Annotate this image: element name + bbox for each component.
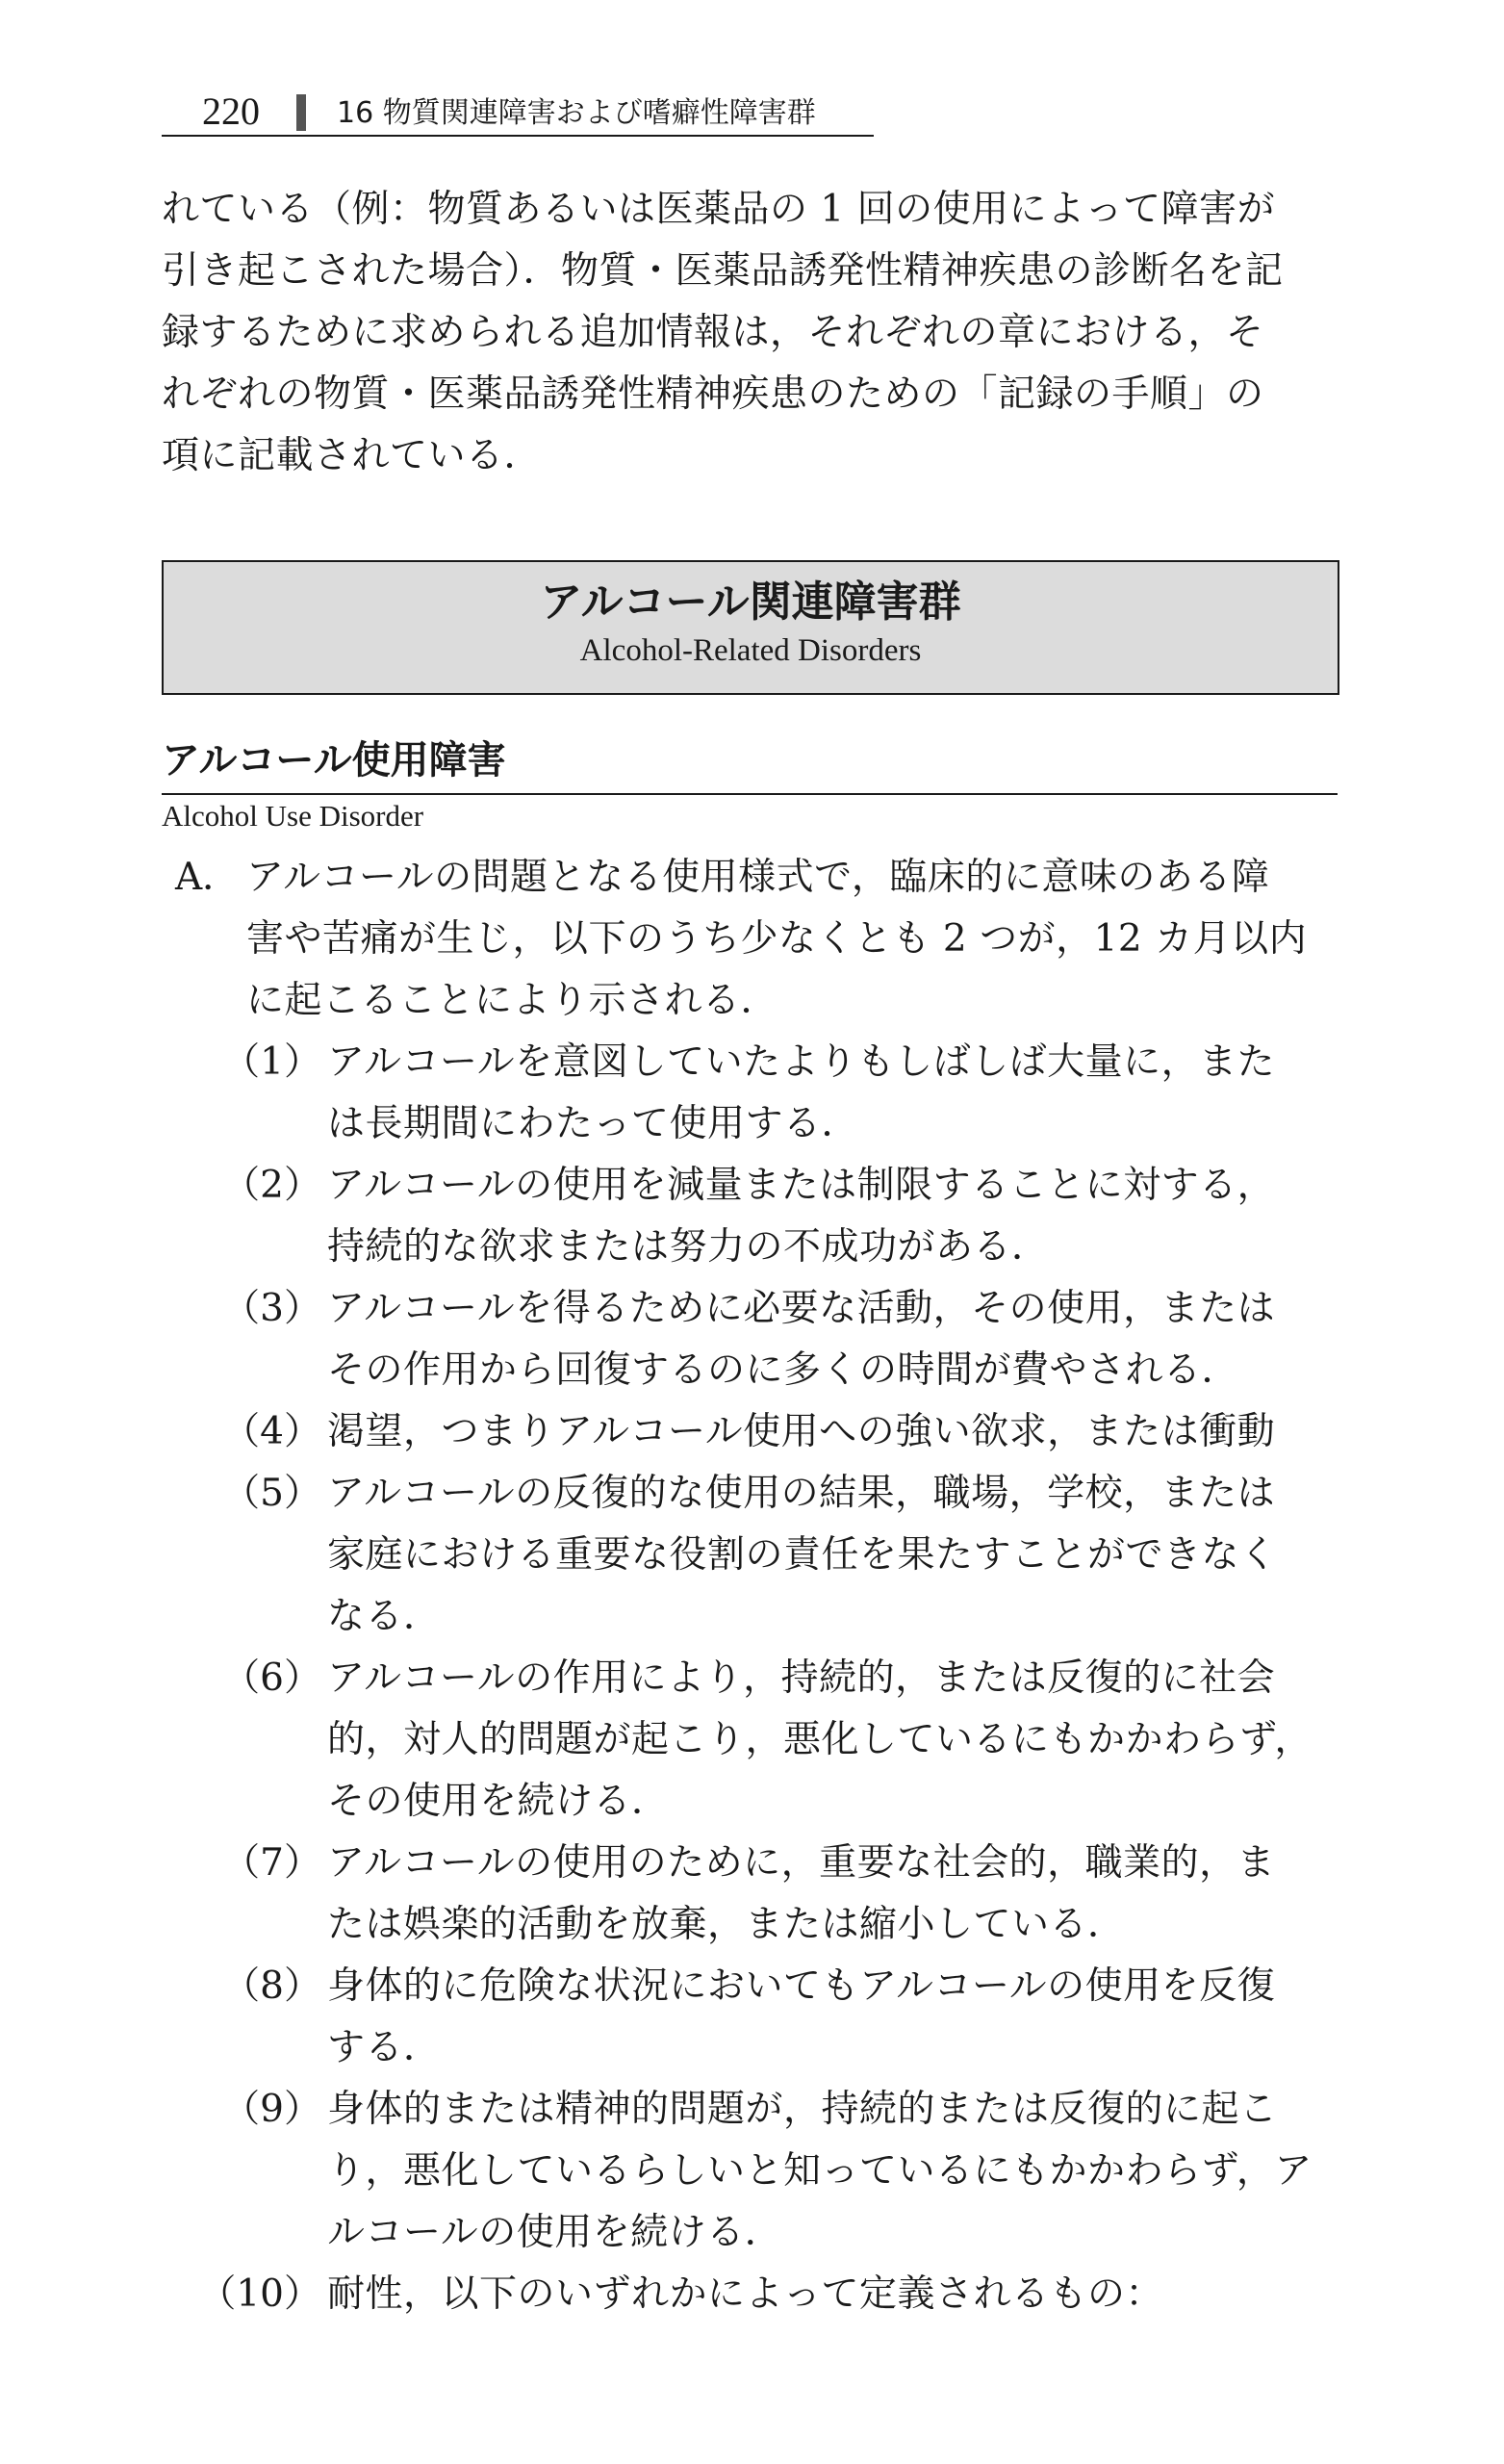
item-number: （5） [222, 1472, 321, 1515]
disorder-subtitle: Alcohol Use Disorder [162, 799, 424, 833]
item-line: なる． [327, 1595, 442, 1638]
item-line: アルコールの作用により，持続的，または反復的に社会 [327, 1656, 1276, 1700]
intro-line: 録するために求められる追加情報は，それぞれの章における，そ [162, 311, 1264, 354]
header-divider-bar [296, 94, 306, 131]
item-line: アルコールの使用のために，重要な社会的，職業的，ま [327, 1841, 1276, 1885]
item-number: （7） [222, 1841, 321, 1885]
item-number: （4） [222, 1410, 321, 1453]
list-item [162, 1278, 1338, 1401]
item-line: たは娯楽的活動を放棄，または縮小している． [327, 1903, 1126, 1946]
section-heading-box [162, 560, 1339, 695]
intro-line: 引き起こされた場合）．物質・医薬品誘発性精神疾患の診断名を記 [162, 249, 1284, 293]
item-line: は長期間にわたって使用する． [327, 1102, 860, 1145]
item-number: （8） [222, 1964, 321, 2008]
list-item [162, 2264, 1338, 2325]
item-number: （10） [198, 2272, 321, 2316]
item-number: （6） [222, 1656, 321, 1700]
list-item [162, 1401, 1338, 1463]
criterion-a [162, 847, 1338, 1032]
list-item [162, 1032, 1338, 1155]
item-line: アルコールを得るために必要な活動，その使用，または [327, 1287, 1276, 1330]
section-subtitle: Alcohol-Related Disorders [579, 633, 922, 668]
section-title: アルコール関連障害群 [540, 578, 961, 627]
item-line: その使用を続ける． [327, 1780, 670, 1823]
item-line: する． [327, 2026, 442, 2069]
disorder-heading [162, 728, 1338, 795]
criterion-text [246, 847, 1338, 1032]
item-line: 家庭における重要な役割の責任を果たすことができなく [327, 1533, 1278, 1577]
list-item [162, 1155, 1338, 1278]
criterion-line: アルコールの問題となる使用様式で，臨床的に意味のある障 [246, 856, 1270, 899]
item-line: 耐性，以下のいずれかによって定義されるもの： [327, 2272, 1164, 2316]
list-item [162, 2079, 1338, 2264]
page-header [162, 89, 874, 137]
list-item [162, 1648, 1338, 1833]
item-line: 持続的な欲求または努力の不成功がある． [327, 1225, 1050, 1269]
item-number: （2） [222, 1164, 321, 1207]
item-line: アルコールの反復的な使用の結果，職場，学校，または [327, 1472, 1276, 1515]
intro-line: れている（例：物質あるいは医薬品の 1 回の使用によって障害が [162, 188, 1276, 231]
item-number: （9） [222, 2088, 321, 2131]
item-number: （3） [222, 1287, 321, 1330]
criterion-line: 害や苦痛が生じ，以下のうち少なくとも 2 つが，12 カ月以内 [246, 917, 1308, 961]
item-line: ルコールの使用を続ける． [327, 2211, 783, 2254]
list-item [162, 1956, 1338, 2079]
criterion-label: A． [175, 856, 241, 899]
criterion-line: に起こることにより示される． [246, 979, 779, 1022]
item-line: り，悪化しているらしいと知っているにもかかわらず，ア [327, 2149, 1313, 2193]
chapter-title: 16 物質関連障害および嗜癖性障害群 [337, 96, 816, 130]
criteria-items-list [162, 1032, 1338, 2325]
page-number: 220 [202, 90, 260, 133]
list-item [162, 1463, 1338, 1648]
intro-line: れぞれの物質・医薬品誘発性精神疾患のための「記録の手順」の [162, 372, 1264, 416]
item-line: アルコールの使用を減量または制限することに対する， [327, 1164, 1276, 1207]
intro-paragraph [162, 179, 1338, 487]
item-line: 身体的または精神的問題が，持続的または反復的に起こ [327, 2088, 1278, 2131]
disorder-title: アルコール使用障害 [162, 738, 506, 783]
item-line: 的，対人的問題が起こり，悪化しているにもかかわらず， [327, 1718, 1313, 1761]
item-number: （1） [222, 1040, 321, 1084]
list-item [162, 1833, 1338, 1956]
item-line: その作用から回復するのに多くの時間が費やされる． [327, 1348, 1240, 1392]
item-line: アルコールを意図していたよりもしばしば大量に，また [327, 1040, 1276, 1084]
item-line: 渇望，つまりアルコール使用への強い欲求，または衝動 [327, 1410, 1276, 1453]
intro-line: 項に記載されている． [162, 434, 543, 477]
item-line: 身体的に危険な状況においてもアルコールの使用を反復 [327, 1964, 1276, 2008]
